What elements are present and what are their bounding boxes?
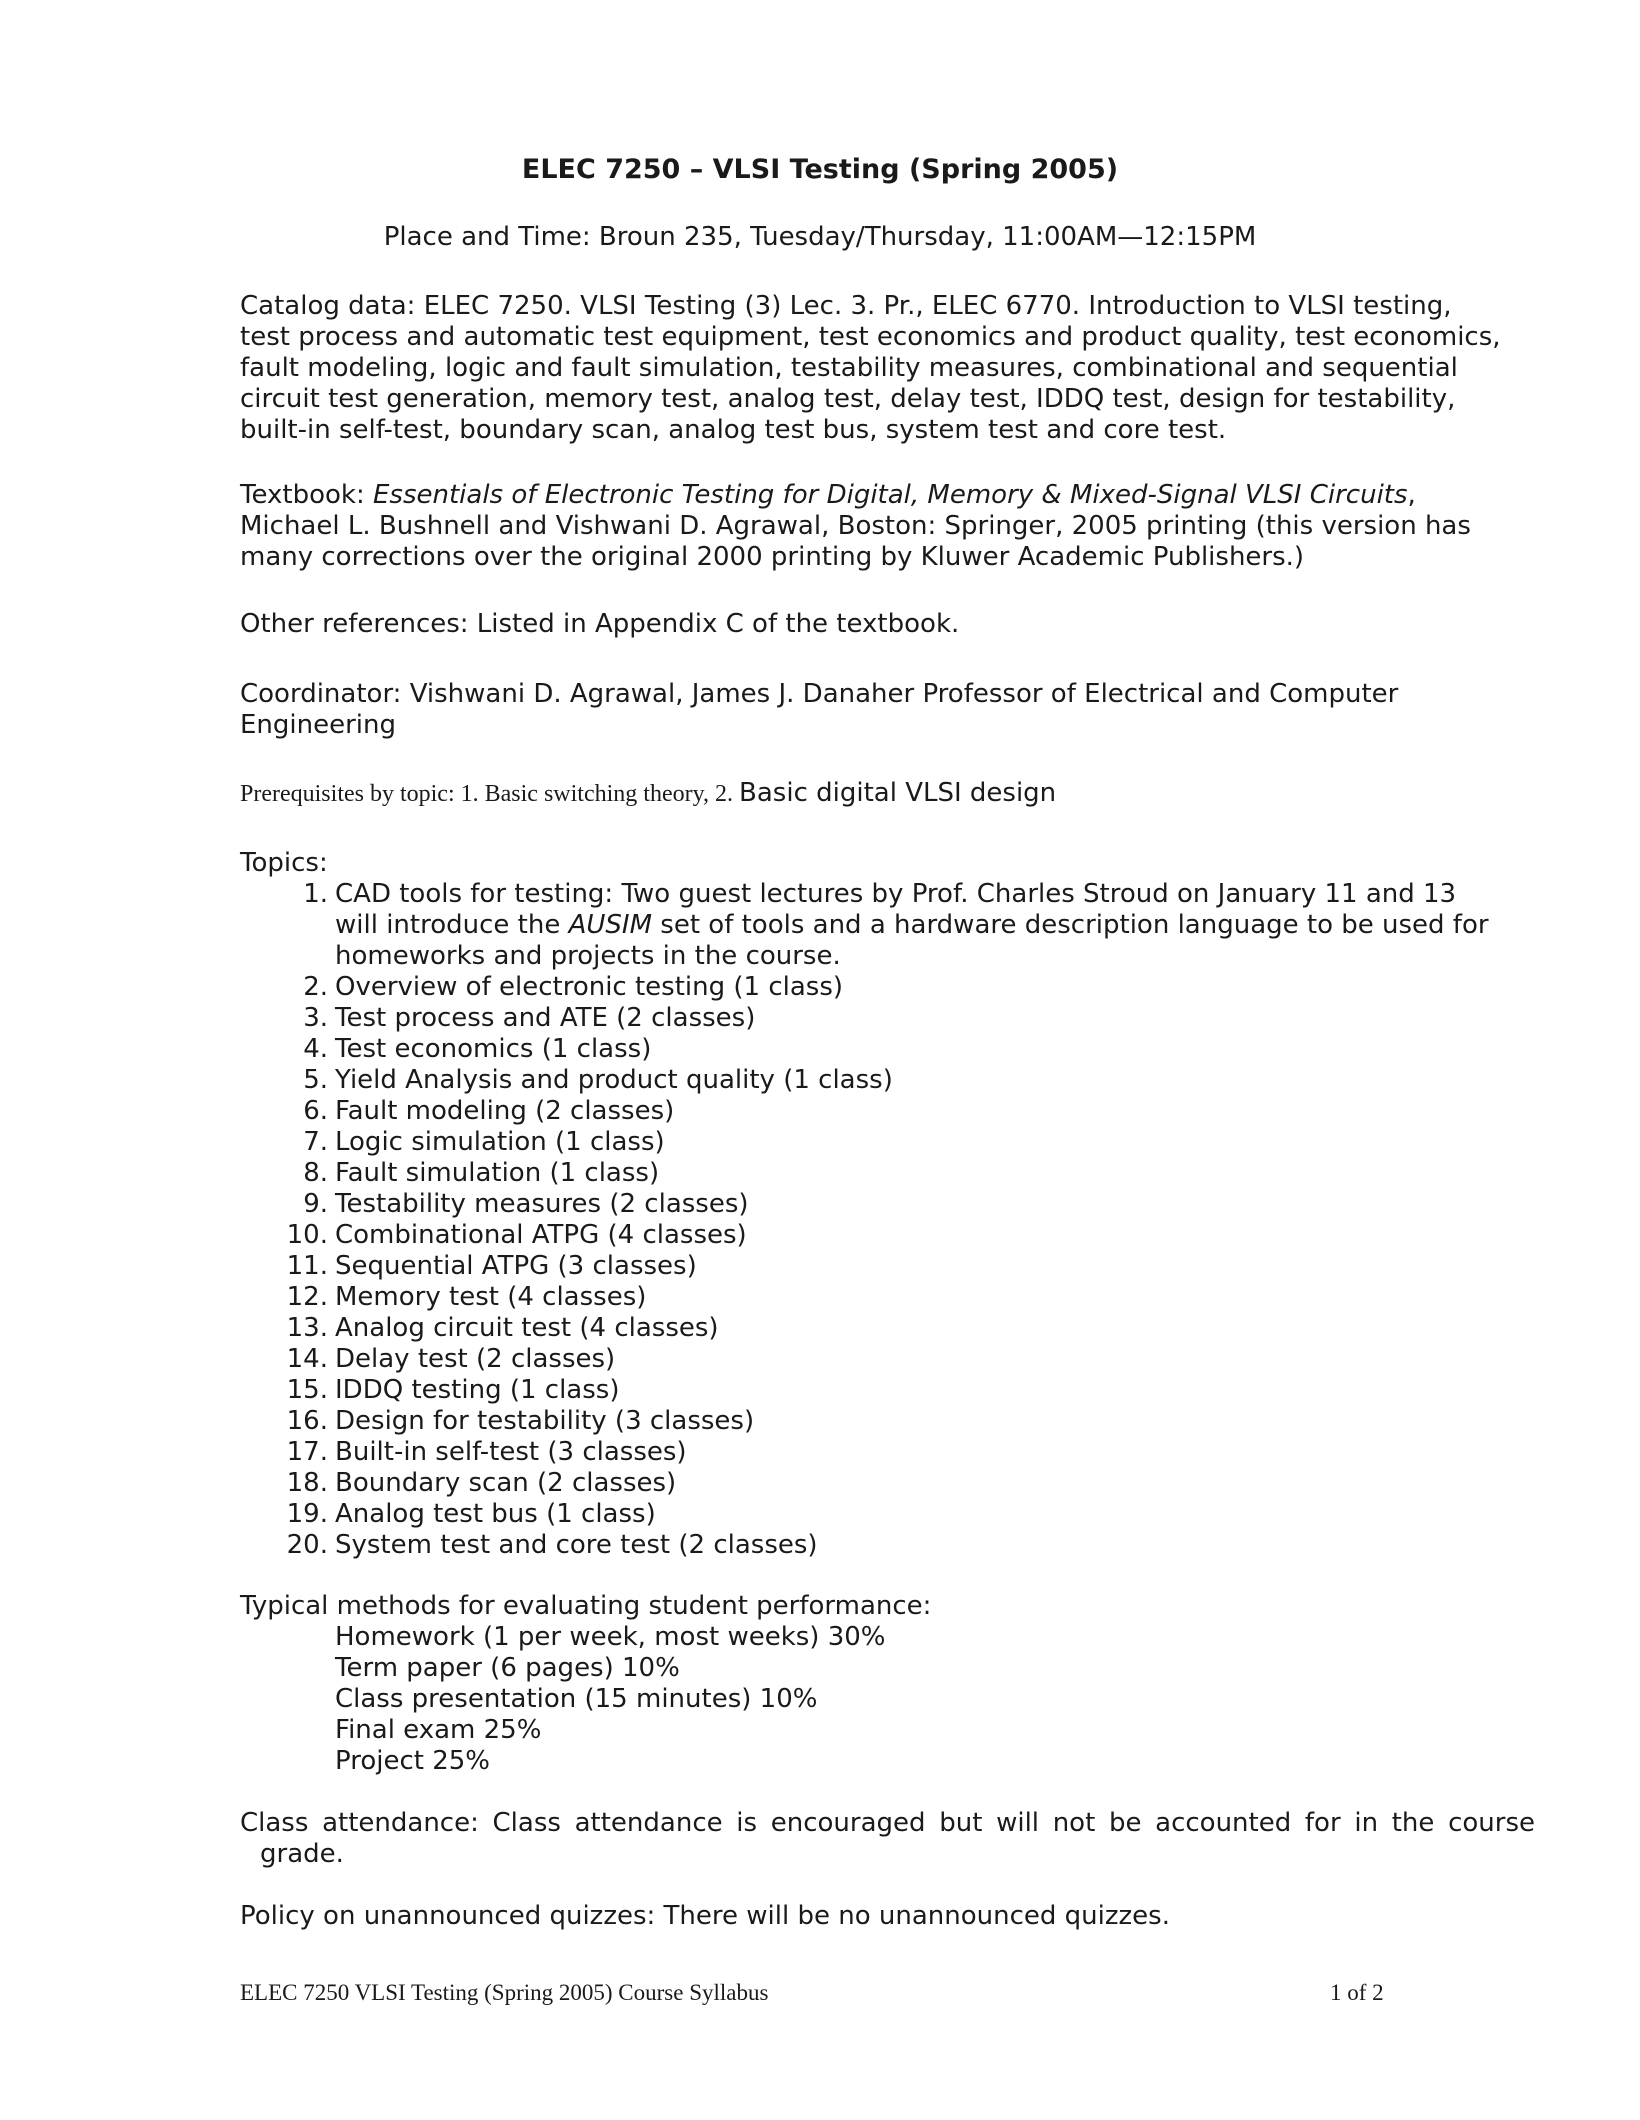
catalog-line: test process and automatic test equipment, test economics and product quality, test economics,: [240, 322, 1501, 352]
topic-number: 19.: [286, 1499, 328, 1529]
prerequisites-sans: Basic digital VLSI design: [739, 778, 1057, 808]
evaluation-item: Class presentation (15 minutes) 10%: [335, 1684, 818, 1714]
topic-text: Sequential ATPG (3 classes): [335, 1251, 697, 1281]
topic-item: [240, 1034, 1535, 1065]
topic-number: 17.: [286, 1437, 328, 1467]
topic-text-emphasis: AUSIM: [568, 910, 653, 940]
evaluation-heading: Typical methods for evaluating student performance:: [240, 1591, 932, 1621]
topic-text: homeworks and projects in the course.: [335, 941, 841, 971]
document-title: ELEC 7250 – VLSI Testing (Spring 2005): [521, 154, 1119, 185]
topic-text: Fault simulation (1 class): [335, 1158, 660, 1188]
coordinator-line: Coordinator: Vishwani D. Agrawal, James J. Danaher Professor of Electrical and Computer: [240, 679, 1399, 709]
topic-number: 2.: [303, 972, 328, 1002]
attendance-line: grade.: [260, 1839, 344, 1869]
evaluation-list: [240, 1622, 1535, 1777]
topic-text: Analog circuit test (4 classes): [335, 1313, 719, 1343]
topic-text-part: will introduce the: [335, 910, 569, 940]
topic-item: [240, 1220, 1535, 1251]
quiz-policy: Policy on unannounced quizzes: There will be no unannounced quizzes.: [240, 1901, 1170, 1931]
catalog-line: circuit test generation, memory test, analog test, delay test, IDDQ test, design for testability,: [240, 384, 1456, 414]
topic-text: Fault modeling (2 classes): [335, 1096, 675, 1126]
topic-text: Testability measures (2 classes): [335, 1189, 749, 1219]
textbook: [240, 480, 1535, 573]
topic-number: 14.: [286, 1344, 328, 1374]
topic-text: IDDQ testing (1 class): [335, 1375, 620, 1405]
catalog-data: [240, 291, 1535, 446]
topic-text-part: set of tools and a hardware description language to be used for: [652, 910, 1489, 940]
evaluation-item: Project 25%: [335, 1746, 491, 1776]
prerequisites: [240, 778, 1535, 810]
attendance-line: Class attendance: Class attendance is encouraged but will not be accounted for in the course: [240, 1808, 1535, 1838]
topic-item: [240, 1406, 1535, 1437]
topic-text: Analog test bus (1 class): [335, 1499, 656, 1529]
catalog-line: built-in self-test, boundary scan, analog test bus, system test and core test.: [240, 415, 1227, 445]
topic-text: System test and core test (2 classes): [335, 1530, 818, 1560]
topic-text: Test economics (1 class): [335, 1034, 652, 1064]
topic-item: [240, 1189, 1535, 1220]
evaluation-item: Homework (1 per week, most weeks) 30%: [335, 1622, 886, 1652]
topic-text: Built-in self-test (3 classes): [335, 1437, 687, 1467]
coordinator: [240, 679, 1535, 741]
topic-item: [240, 879, 1535, 972]
topics-section: [240, 848, 1535, 1561]
topic-item: [240, 1344, 1535, 1375]
topic-number: 15.: [286, 1375, 328, 1405]
catalog-line: fault modeling, logic and fault simulation, testability measures, combinational and sequential: [240, 353, 1458, 383]
topic-item: [240, 1530, 1535, 1561]
footer-course-title: ELEC 7250 VLSI Testing (Spring 2005) Course Syllabus: [240, 1980, 769, 2005]
topic-number: 7.: [303, 1127, 328, 1157]
topic-item: [240, 1468, 1535, 1499]
topic-number: 20.: [286, 1530, 328, 1560]
topic-item: [240, 1499, 1535, 1530]
topic-text: Overview of electronic testing (1 class): [335, 972, 844, 1002]
textbook-comma: ,: [1407, 480, 1416, 510]
topic-item: [240, 1375, 1535, 1406]
attendance: [240, 1808, 1535, 1870]
topic-number: 18.: [286, 1468, 328, 1498]
topics-list: [240, 879, 1535, 1561]
prerequisites-serif: Prerequisites by topic: 1. Basic switching theory, 2.: [240, 781, 740, 807]
evaluation-item: Final exam 25%: [335, 1715, 542, 1745]
textbook-line: Michael L. Bushnell and Vishwani D. Agrawal, Boston: Springer, 2005 printing (this version has: [240, 511, 1471, 541]
topic-text: Design for testability (3 classes): [335, 1406, 755, 1436]
topic-text: Combinational ATPG (4 classes): [335, 1220, 747, 1250]
topic-text: [335, 910, 1535, 941]
topic-number: 10.: [286, 1220, 328, 1250]
textbook-line: [240, 480, 1535, 511]
page-number: 1 of 2: [1330, 1980, 1384, 2005]
topic-number: 8.: [303, 1158, 328, 1188]
topic-number: 13.: [286, 1313, 328, 1343]
place-and-time: Place and Time: Broun 235, Tuesday/Thursday, 11:00AM—12:15PM: [383, 222, 1257, 252]
topics-heading: Topics:: [240, 848, 328, 878]
topic-text: CAD tools for testing: Two guest lectures by Prof. Charles Stroud on January 11 and 13: [335, 879, 1457, 909]
textbook-prefix: Textbook:: [240, 480, 373, 510]
topic-item: [240, 972, 1535, 1003]
topic-number: 11.: [286, 1251, 328, 1281]
catalog-line: Catalog data: ELEC 7250. VLSI Testing (3) Lec. 3. Pr., ELEC 6770. Introduction to VLSI testing,: [240, 291, 1452, 321]
topic-number: 5.: [303, 1065, 328, 1095]
topic-item: [240, 1313, 1535, 1344]
topic-item: [240, 1251, 1535, 1282]
topic-number: 12.: [286, 1282, 328, 1312]
topic-item: [240, 1065, 1535, 1096]
topic-item: [240, 1127, 1535, 1158]
topic-text: Memory test (4 classes): [335, 1282, 647, 1312]
topic-item: [240, 1096, 1535, 1127]
topic-number: 16.: [286, 1406, 328, 1436]
topic-number: 4.: [303, 1034, 328, 1064]
textbook-title: Essentials of Electronic Testing for Digital, Memory & Mixed-Signal VLSI Circuits: [372, 480, 1408, 510]
textbook-line: many corrections over the original 2000 printing by Kluwer Academic Publishers.): [240, 542, 1305, 572]
topic-number: 9.: [303, 1189, 328, 1219]
topic-item: [240, 1437, 1535, 1468]
topic-text: Logic simulation (1 class): [335, 1127, 665, 1157]
evaluation-item: Term paper (6 pages) 10%: [335, 1653, 680, 1683]
topic-text: Delay test (2 classes): [335, 1344, 616, 1374]
topic-text: Boundary scan (2 classes): [335, 1468, 677, 1498]
topic-item: [240, 1282, 1535, 1313]
topic-number: 6.: [303, 1096, 328, 1126]
topic-number: 3.: [303, 1003, 328, 1033]
other-references: Other references: Listed in Appendix C of the textbook.: [240, 609, 960, 639]
evaluation-section: [240, 1591, 1535, 1777]
topic-item: [240, 1158, 1535, 1189]
topic-text: Yield Analysis and product quality (1 class): [335, 1065, 893, 1095]
topic-number: 1.: [303, 879, 328, 909]
coordinator-line: Engineering: [240, 710, 396, 740]
topic-item: [240, 1003, 1535, 1034]
topic-text: Test process and ATE (2 classes): [335, 1003, 756, 1033]
